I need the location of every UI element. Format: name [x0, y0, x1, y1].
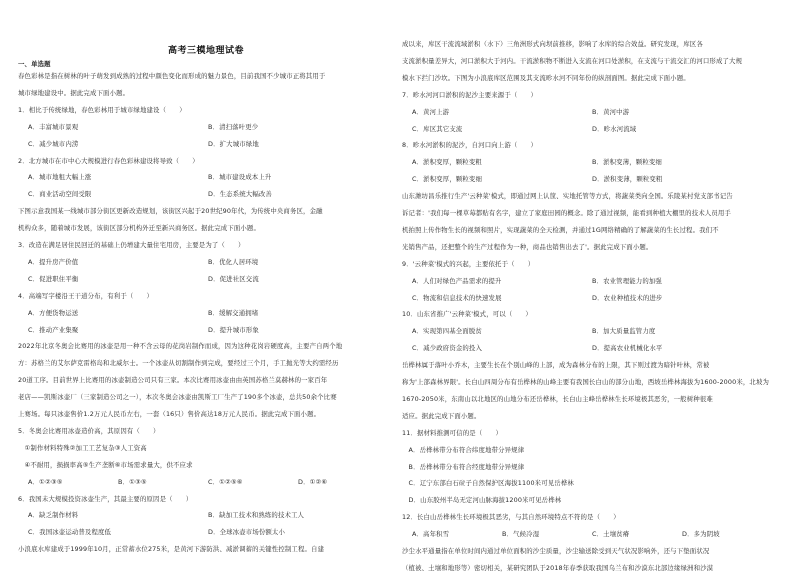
answer-option: B．缺加工技术和熟练的技术工人 [208, 511, 305, 520]
text-line: 春色彩林是指在树林的叶子萌发到成熟的过程中颜色变化而形成的魅力景色，目前我国不少城市正将其用于 [18, 72, 326, 80]
text-line: 机构众多，随着城市发展，该街区部分机构外迁至新兴商务区。据此完成下面小题。 [18, 224, 261, 233]
answer-option: D．提升城市形象 [208, 325, 259, 334]
answer-option: D．促进社区交流 [208, 274, 259, 283]
answer-option: A．高年积雪 [412, 530, 450, 539]
answer-option: D．农业种植技术的进步 [592, 293, 663, 302]
text-line: 1．相比于传统绿地，春色彩林用于城市绿地建设（ ） [18, 105, 186, 114]
answer-option: B．①③⑤ [118, 477, 147, 486]
answer-option: A．①②③⑤ [28, 477, 63, 486]
answer-option: D．畛水河流域 [592, 124, 637, 133]
text-line: 适应。据此完成下面小题。 [402, 411, 481, 420]
answer-option: D．多为阴坡 [682, 530, 720, 539]
text-line: （植被、土壤和地形等）密切相关，某研究团队于2018年春季获取我国乌兰布和沙漠东北部边缘绿洲和沙漠 [402, 563, 714, 572]
answer-option: B．清扫落叶更少 [208, 122, 259, 131]
answer-option: D．①②⑥ [298, 477, 328, 486]
text-line: ④不耐用，损损率高⑤生产垄断⑥市场需求量大，供不应求 [18, 460, 193, 469]
answer-option: C．淤积变厚，颗粒变细 [412, 175, 483, 184]
text-line: 4．高端写字楼沿王干道分布，有利于（ ） [18, 291, 154, 300]
text-line: C．辽宁东部白石砬子自然保护区海拔1100米可见岳桦林 [402, 479, 574, 488]
answer-option: B．农业管理能力的加强 [592, 276, 662, 285]
answer-option: B．加大质量监管力度 [592, 327, 656, 336]
answer-option: D．提高农业机械化水平 [592, 344, 663, 353]
text-line: 支流淤积量差异大，河口淤积大于河内。干流淤积物不断进入支流在河口处淤积，在支流与干流交汇的河口形成了大规 [402, 56, 743, 65]
answer-option: A．丰富城市景观 [28, 122, 79, 131]
text-line: 7．畛水河河口淤积的泥沙主要来源于（ ） [402, 90, 538, 99]
right-column [402, 0, 774, 572]
text-line: 上赛场。每只冰壶售价1.2万元人民币左右，一套（16只）售价高达18万元人民币。据此完成下面小题。 [18, 410, 321, 418]
answer-option: A．黄河上游 [412, 107, 450, 116]
answer-option: D．生态系统大幅改善 [208, 190, 272, 199]
text-line: 山东潍坊昌乐推行生产'云种菜'模式，即通过网上认筐、实地托管等方式，将蔬菜类向全国。乐陵某村党支部书记告 [402, 192, 733, 201]
text-line: 方：苏格兰的艾尔萨克雷格岛和北威尔士。一个冰壶从切割制作到完成，要经过三个月，手工抛光等大约需经历 [18, 359, 339, 368]
answer-option: C．物流和信息技术的快速发展 [412, 293, 502, 302]
answer-option: C．减少政府资金的投入 [412, 344, 483, 353]
answer-option: B．黄河中游 [592, 107, 630, 116]
answer-option: B．城市建设成本上升 [208, 173, 272, 182]
text-line: 20道工序。目前世界上比赛用的冰壶制造公司只有三家。本次比赛用冰壶由由英国苏格兰莫赫林的一家百年 [18, 376, 328, 385]
text-line: 2．北方城市在市中心大规模进行春色彩林建设将导致（ ） [18, 156, 199, 165]
answer-option: A．提升房产价值 [28, 257, 79, 266]
text-line: 6．我国未大规模投资冰壶生产，其最主要的原因是（ ） [18, 494, 193, 503]
answer-option: A．淤积变厚，颗粒变粗 [412, 158, 482, 167]
answer-option: C．促进职住平衡 [28, 274, 79, 283]
text-line: 诉记者：'我们每一棵草莓都贴有名字，建立了家庭田园的概念。除了通过视频，能看到种植大棚里的技术人员用手 [402, 209, 731, 217]
text-line: 成以来，库区干流流域淤积（水下）三角洲形式向坝前推移，影响了水库的综合效益。研究发现，库区各 [402, 40, 703, 48]
answer-option: D．淤积变薄，颗粒变粗 [592, 175, 663, 184]
answer-option: B．优化人居环境 [208, 257, 259, 266]
text-line: ①制作材料特殊②加工工艺复杂③人工资高 [18, 443, 147, 452]
section-heading: 一、单选题 [18, 60, 51, 68]
text-line: A．岳桦林带分布符合纬度地带分异规律 [402, 445, 525, 454]
answer-option: C．①②⑤⑥ [208, 477, 243, 486]
text-line: 12．长白山岳桦林生长环境极其恶劣，与其自然环境特点不符的是（ ） [402, 513, 620, 522]
answer-option: A．缺乏制作材料 [28, 511, 79, 520]
text-line: 11．据材料推测可信的是（ ） [402, 428, 502, 437]
answer-option: A．城市地租大幅上涨 [28, 173, 92, 182]
answer-option: B．缓解交通拥堵 [208, 308, 259, 317]
answer-option: D．扩大城市绿地 [208, 139, 259, 148]
text-line: 10．山东省推广'云种菜'模式，可以（ ） [402, 310, 532, 319]
answer-option: A．实现第四基全面脱贫 [412, 327, 482, 336]
answer-option: C．商业活动空间受限 [28, 190, 92, 199]
text-line: 老店——凯斯冰壶厂（三家制造公司之一），本次冬奥会冰壶由凯斯工厂生产了190多个冰壶，总共50余个比赛 [18, 393, 337, 402]
answer-option: C．土壤贫瘠 [592, 530, 630, 539]
answer-option: D．全球冰壶市场份额太小 [208, 528, 286, 537]
text-line: 模水下拦门沙坎。下图为小浪底库区范围及其支流畛水河不同年份的纵剖面图。据此完成下面小题。 [402, 73, 690, 82]
text-line: 8．畛水河淤积的泥沙，自河口向上游（ ） [402, 141, 538, 150]
text-line: 9．'云种菜'模式的兴起，主要依托于（ ） [402, 259, 535, 268]
answer-option: C．我国冰壶运动普及程度低 [28, 528, 112, 537]
answer-option: C．减少城市内涝 [28, 139, 79, 148]
answer-option: B．淤积变薄，颗粒变细 [592, 158, 662, 167]
text-line: 2022年北京冬奥会比赛用的冰壶是用一种不含云母的花岗岩制作而成，因为这种花岗岩硬度高，主要产自两个地 [18, 342, 343, 351]
text-line: 称为'上部森林界限'。长白山四周分布有岳桦林的山峰主要有我国长白山的部分山地，西坡岳桦林海拔为1600-2000米，北坡为 [402, 378, 770, 386]
answer-option: C．推动产业集聚 [28, 325, 79, 334]
text-line: 光销售产品，还把整个的生产过程作为一种，商品也销售出去了'。据此完成下面小题。 [402, 242, 653, 251]
answer-option: A．方便货物运送 [28, 308, 79, 317]
text-line: 1670-2050米，东南山以北地区的山地分布还岳桦林，长白山主峰岳桦林生长环境极其恶劣，一般树种很难 [402, 394, 713, 403]
answer-option: A．人们对绿色产品需求的提升 [412, 276, 502, 285]
text-line: 5．冬奥会比赛用冰壶造价高，其原因有（ ） [18, 426, 160, 435]
text-line: 机拍照上传作物生长的视频和照片，实现蔬菜的全天检测，并通过1G网络精确的了解蔬菜的生长过程。我们不 [402, 225, 719, 234]
text-line: 城市绿地建设中。据此完成下面小题。 [18, 88, 130, 97]
text-line: 下图示意我国某一线城市部分街区更新改造规划，该街区兴起于20世纪90年代，为传统中央商务区，金融 [18, 207, 323, 216]
text-line: B．岳桦林带分布符合经度地带分异规律 [402, 462, 525, 471]
answer-option: B．气候冷湿 [502, 530, 540, 539]
text-line: 3．改造在满足居住民回迁的基础上仍增建大量住宅用房，主要是为了（ ） [18, 241, 245, 249]
left-column [18, 0, 390, 562]
text-line: D．山东胶州半岛无定河山脉海拔1200米可见岳桦林 [402, 496, 562, 505]
text-line: 小浪底水库建成于1999年10月，正常蓄水位275米，是黄河下游防洪、减淤调蓄的关键性控制工程。自建 [18, 545, 325, 554]
answer-option: C．库区其它支流 [412, 124, 463, 133]
doc-title: 高考三模地理试卷 [168, 46, 245, 56]
text-line: 沙尘水平通量指在单位时间内通过单位面积的沙尘质量，沙尘输送除受到天气状况影响外，还与下垫面状况 [402, 547, 710, 555]
text-line: 岳桦林属于落叶小乔木，主要生长在个别山峰的上部，成为森林分布的上限，其下则过渡为暗针叶林，常被 [402, 361, 710, 370]
